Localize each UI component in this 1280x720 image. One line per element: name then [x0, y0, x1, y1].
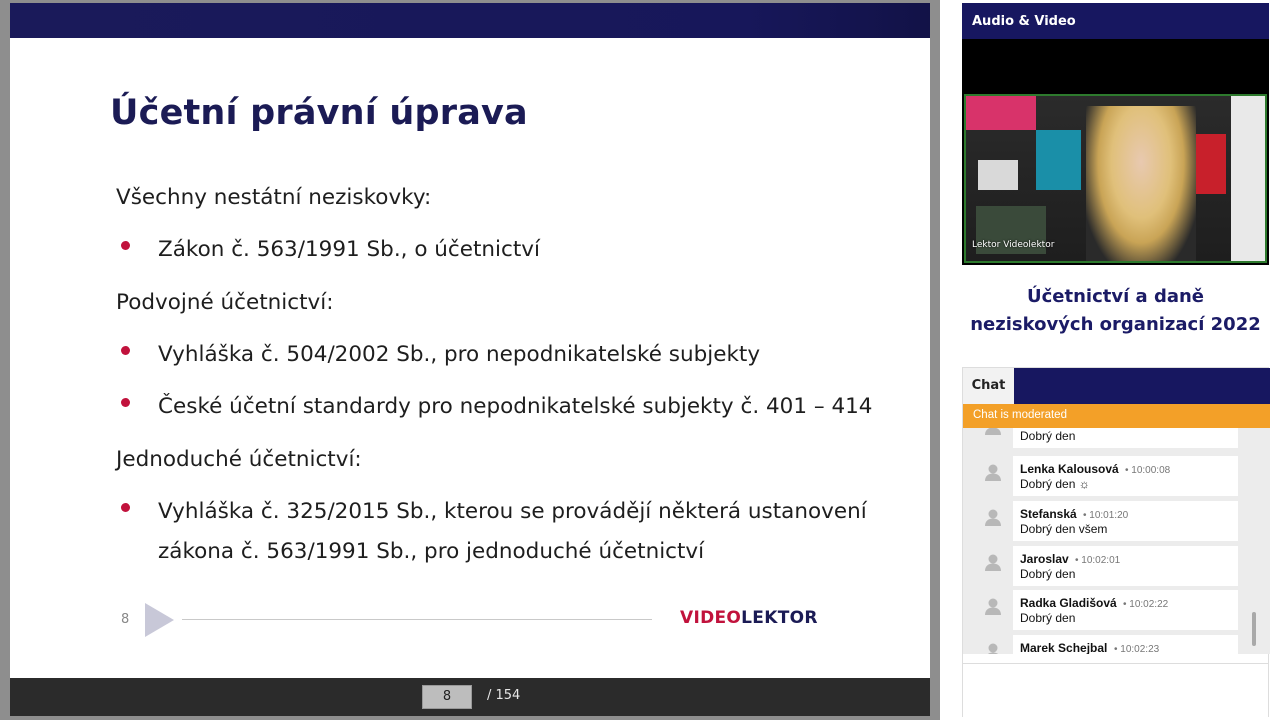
chat-message-text: Dobrý den	[1020, 611, 1076, 625]
slide-bullet-decree-504: Vyhláška č. 504/2002 Sb., pro nepodnikatelské subjekty	[158, 342, 761, 367]
slide-heading-all-nonprofits: Všechny nestátní neziskovky:	[116, 185, 432, 210]
chat-message-author: Stefanská	[1020, 507, 1077, 521]
bullet-icon	[121, 398, 130, 407]
chat-time-value: 10:00:08	[1131, 465, 1171, 476]
chat-message-text: Dobrý den všem	[1020, 522, 1108, 536]
chat-moderated-banner	[963, 404, 1270, 428]
video-bg-block	[1231, 96, 1267, 263]
video-bg-block	[1036, 130, 1081, 190]
chat-panel	[962, 367, 1269, 717]
slide-divider	[182, 619, 652, 620]
slide-page-number: 8	[121, 612, 130, 627]
slide-bullet-decree-325: Vyhláška č. 325/2015 Sb., kterou se provádějí některá ustanovení	[158, 499, 867, 524]
slide-heading-single-entry: Jednoduché účetnictví:	[116, 447, 362, 472]
chat-header	[963, 368, 1270, 404]
chat-message	[1013, 590, 1238, 630]
slide-navigation-bar	[10, 678, 930, 716]
user-avatar-icon	[983, 641, 1003, 654]
play-icon	[145, 603, 174, 637]
course-title-line2: neziskových organizací 2022	[970, 314, 1261, 335]
chat-scrollbar[interactable]	[1252, 612, 1256, 646]
chat-moderated-text: Chat is moderated	[973, 409, 1067, 421]
chat-message	[1013, 501, 1238, 541]
slide-bullet-law: Zákon č. 563/1991 Sb., o účetnictví	[158, 237, 540, 262]
logo-video-text: VIDEO	[680, 608, 742, 628]
chat-time-value: 10:01:20	[1089, 510, 1129, 521]
user-avatar-icon	[983, 507, 1003, 527]
chat-message-author: Radka Gladišová	[1020, 596, 1117, 610]
slide-title: Účetní právní úprava	[110, 93, 528, 133]
presenter-video[interactable]	[964, 94, 1267, 263]
slide-heading-double-entry: Podvojné účetnictví:	[116, 290, 334, 315]
chat-message-text: Dobrý den	[1020, 429, 1076, 443]
chat-message-author: Marek Schejbal	[1020, 641, 1108, 654]
slide-bullet-standards: České účetní standardy pro nepodnikatelské subjekty č. 401 – 414	[158, 394, 873, 419]
sidebar	[940, 0, 1280, 720]
presenter-name-label: Lektor Videolektor	[972, 240, 1055, 250]
user-avatar-icon	[983, 462, 1003, 482]
chat-message-time: • 10:02:01	[1075, 555, 1121, 566]
chat-message-author: Lenka Kalousová	[1020, 462, 1119, 476]
audio-video-panel	[962, 3, 1269, 265]
audio-video-title: Audio & Video	[972, 14, 1076, 29]
chat-message-time: • 10:02:22	[1123, 599, 1169, 610]
page-total: / 154	[487, 688, 521, 703]
chat-message-time: • 10:01:20	[1083, 510, 1129, 521]
chat-message-author: Jaroslav	[1020, 552, 1069, 566]
chat-message-list[interactable]	[963, 428, 1270, 654]
user-avatar-icon	[983, 552, 1003, 572]
chat-time-value: 10:02:22	[1129, 599, 1169, 610]
course-title	[962, 283, 1269, 339]
audio-video-header	[962, 3, 1269, 39]
page-number-input[interactable]: 8	[422, 685, 472, 709]
video-bg-block	[966, 96, 1036, 130]
chat-message-text: Dobrý den	[1020, 567, 1076, 581]
chat-message	[1013, 428, 1238, 448]
video-bg-block	[978, 160, 1018, 190]
bullet-icon	[121, 503, 130, 512]
chat-input[interactable]	[963, 663, 1268, 717]
videolektor-logo	[680, 608, 818, 628]
course-title-line1: Účetnictví a daně	[1027, 286, 1204, 307]
user-avatar-icon	[983, 428, 1003, 436]
chat-message-time: • 10:02:23	[1114, 644, 1160, 654]
presenter-figure	[1086, 106, 1196, 263]
chat-message	[1013, 546, 1238, 586]
chat-time-value: 10:02:23	[1120, 644, 1160, 654]
slide-header-bar	[10, 3, 930, 38]
chat-time-value: 10:02:01	[1081, 555, 1121, 566]
user-avatar-icon	[983, 596, 1003, 616]
bullet-icon	[121, 346, 130, 355]
chat-message	[1013, 456, 1238, 496]
chat-message-time: • 10:00:08	[1125, 465, 1171, 476]
logo-lektor-text: LEKTOR	[741, 608, 818, 628]
bullet-icon	[121, 241, 130, 250]
chat-message	[1013, 635, 1238, 654]
tab-chat[interactable]: Chat	[963, 368, 1014, 404]
chat-message-text: Dobrý den ☼	[1020, 477, 1090, 491]
slide-bullet-decree-325-cont: zákona č. 563/1991 Sb., pro jednoduché účetnictví	[158, 539, 705, 564]
slide	[10, 3, 930, 678]
